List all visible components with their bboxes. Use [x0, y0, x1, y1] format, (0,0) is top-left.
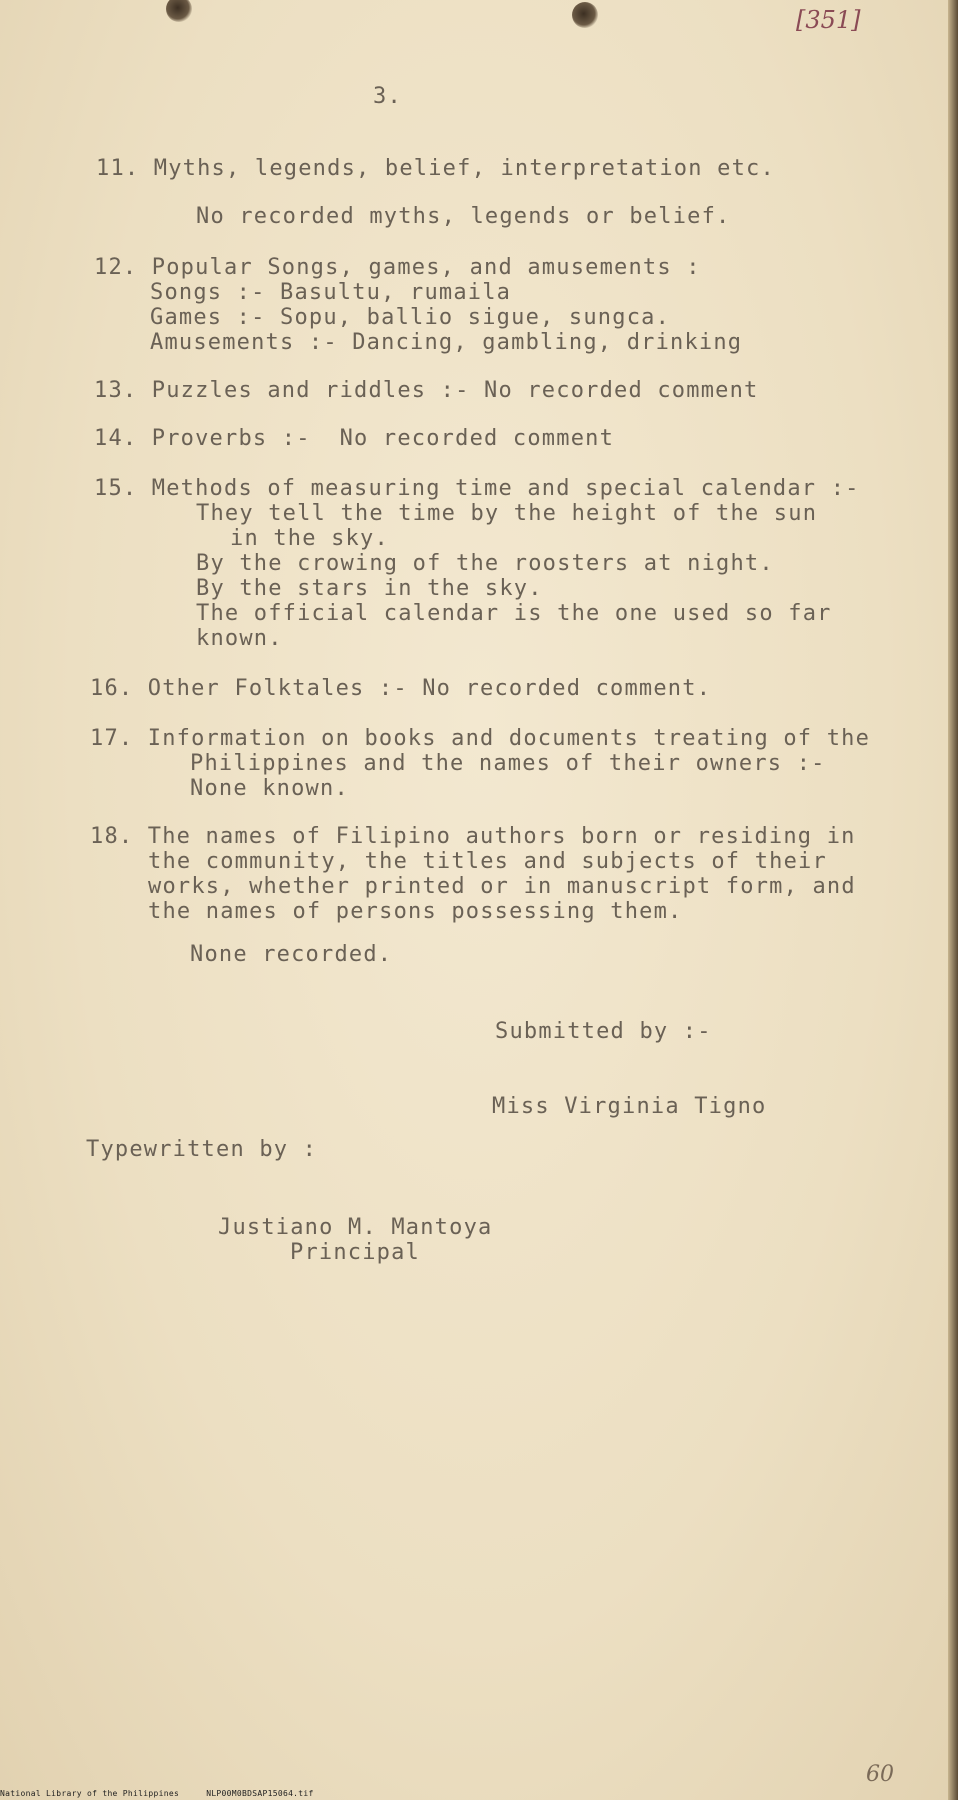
section-13: 13. Puzzles and riddles :- No recorded comment — [94, 378, 759, 403]
submitted-by-label: Submitted by :- — [495, 1019, 712, 1044]
section-11-heading: 11. Myths, legends, belief, interpretation etc. — [96, 156, 775, 181]
section-11-body: No recorded myths, legends or belief. — [196, 204, 731, 229]
section-17-line: 17. Information on books and documents treating of the — [90, 726, 871, 751]
section-15-line: They tell the time by the height of the sun — [196, 501, 818, 526]
section-17-line: None known. — [190, 776, 349, 801]
punch-hole-right — [572, 2, 598, 28]
section-18-line: the names of persons possessing them. — [148, 899, 683, 924]
section-17-line: Philippines and the names of their owners :- — [190, 751, 826, 776]
section-12-songs: Songs :- Basultu, rumaila — [150, 280, 512, 305]
section-12-games: Games :- Sopu, ballio sigue, sungca. — [150, 305, 671, 330]
section-14: 14. Proverbs :- No recorded comment — [94, 426, 615, 451]
footer-library: National Library of the Philippines — [0, 1789, 180, 1798]
section-12-heading: 12. Popular Songs, games, and amusements : — [94, 255, 701, 280]
section-15-line: in the sky. — [230, 526, 389, 551]
section-12-amusements: Amusements :- Dancing, gambling, drinking — [150, 330, 743, 355]
section-16: 16. Other Folktales :- No recorded comment. — [90, 676, 712, 701]
archive-mark: [351] — [796, 6, 861, 34]
section-18-body: None recorded. — [190, 942, 393, 967]
typist-title: Principal — [290, 1240, 421, 1265]
section-15-line: The official calendar is the one used so far — [196, 601, 832, 626]
typist-name: Justiano M. Mantoya — [218, 1215, 493, 1240]
page-edge-shadow — [948, 0, 958, 1800]
section-15-line: By the crowing of the roosters at night. — [196, 551, 774, 576]
section-18-line: the community, the titles and subjects of their — [148, 849, 827, 874]
page-number: 3. — [373, 84, 402, 109]
typewritten-by-label: Typewritten by : — [86, 1137, 318, 1162]
section-15-line: known. — [196, 626, 283, 651]
footer-file: NLP00M0BDSAP15064.tif — [206, 1789, 314, 1798]
section-15-line: By the stars in the sky. — [196, 576, 543, 601]
punch-hole-left — [166, 0, 192, 22]
bottom-page-mark: 60 — [866, 1762, 894, 1787]
section-18-line: works, whether printed or in manuscript form, and — [148, 874, 856, 899]
section-18-line: 18. The names of Filipino authors born or residing in — [90, 824, 856, 849]
section-15-heading: 15. Methods of measuring time and special calendar :- — [94, 476, 860, 501]
submitter-name: Miss Virginia Tigno — [492, 1094, 767, 1119]
scan-footer — [0, 1788, 958, 1800]
